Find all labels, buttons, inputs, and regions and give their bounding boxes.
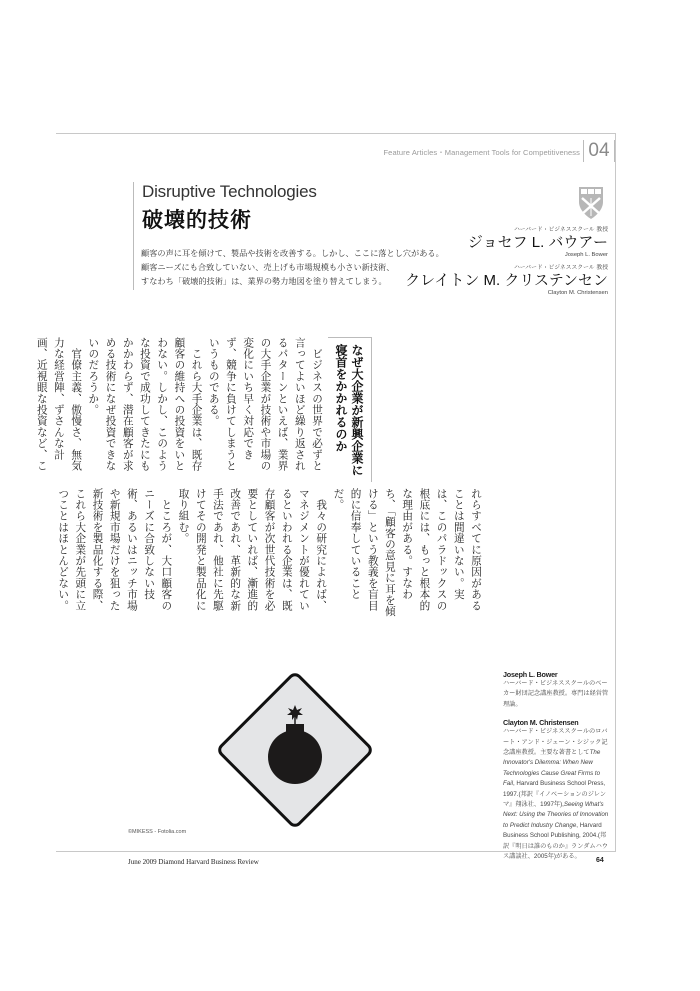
title-english: Disruptive Technologies [142, 182, 317, 201]
author-name-en: Joseph L. Bower [564, 252, 608, 258]
article-heading-box [328, 337, 372, 482]
article-body-lower [57, 488, 484, 618]
bio-name: Clayton M. Christensen [503, 718, 579, 728]
bio-name: Joseph L. Bower [503, 670, 558, 679]
lead-line: 顧客ニーズにも合致していない、売上げも市場規模も小さい新技術、 [141, 262, 395, 272]
section-number: 04 [583, 140, 615, 162]
bio-text: ハーバード・ビジネススクールのベーカー財団記念講座教授。専門は経営管理論。 [503, 680, 609, 708]
author-name-jp: クレイトン M. クリステンセン [405, 272, 608, 289]
body-paragraph: ところが、大口顧客のニーズに合致しない技術、あるいはニッチ市場や新規市場だけを狙った新技術を製品化する際、これら大企業が先頭に立つことはほとんどない。 [57, 488, 173, 612]
bomb-warning-sign-icon [210, 665, 380, 835]
body-paragraph: 我々の研究によれば、マネジメントが優れているといわれる企業は、既存顧客が次世代技術を必要としていれば、漸進的改善であれ、革新的な新手法であれ、他社に先駆けてその開発と製品化に取り組む。 [177, 488, 328, 612]
author-role: ハーバード・ビジネススクール 教授 [513, 227, 608, 233]
footer-publication: June 2009 Diamond Harvard Business Review [128, 858, 259, 866]
authors [405, 226, 608, 302]
body-paragraph: ビジネスの世界で必ずと言ってよいほど繰り返されるパターンといえば、業界の大手企業が技術や市場の変化にいち早く対応できず、競争に負けてしまうというものである。 [207, 337, 323, 472]
author-role: ハーバード・ビジネススクール 教授 [513, 265, 608, 271]
lead-line: すなわち「破壊的技術」は、業界の勢力地図を塗り替えてしまう。 [141, 276, 387, 286]
author-bios [503, 670, 611, 871]
body-paragraph: 官僚主義、傲慢さ、無気力な経営陣、ずさんな計画、近視眼な投資など、こ [35, 337, 83, 472]
author-name-en: Clayton M. Christensen [547, 290, 608, 296]
lead-paragraph [141, 246, 444, 288]
section-label: Feature Articles・Management Tools for Competitiveness [383, 148, 580, 157]
body-paragraph: これら大手企業は、既存顧客の維持への投資をいとわない。しかし、このような投資で成功してきたにもかかわらず、潜在顧客が求める技術になぜ投資できないのだろうか。 [87, 337, 203, 472]
book-title: Seeing What's Next: Using the Theories of Innovation to Predict Industry Change [503, 801, 609, 829]
bio-text [503, 727, 611, 862]
author-name-jp: ジョセフ L. バウアー [467, 234, 608, 251]
article-heading: なぜ大企業が新興企業に寝首をかかれるのか [334, 344, 364, 476]
image-credit: ©MIKESS - Fotolia.com [128, 829, 187, 835]
article-body-upper [35, 337, 325, 475]
body-paragraph: れらすべてに原因があることは間違いない。実は、このパラドックスの根底には、もっと根本的な理由がある。すなわち、「顧客の意見に耳を傾ける」という教義を盲目的に信奉していることだ。 [332, 488, 482, 618]
lead-line: 顧客の声に耳を傾けて、製品や技術を改善する。しかし、ここに落とし穴がある。 [141, 248, 444, 258]
harvard-shield-icon [578, 186, 604, 220]
page-number: 64 [596, 857, 604, 864]
title-japanese: 破壊的技術 [142, 208, 252, 232]
bio-text-part: , Harvard Business School Publishing, 2004.(邦訳『明日は誰のものか』ランダムハウス講談社、2005年)がある。 [503, 821, 608, 861]
bio-text-part: ハーバード・ビジネススクールのロバート・アンド・ジェーン・シジック記念講座教授。主要な著書として [503, 728, 608, 757]
bio-text-part: , Harvard Business School Press, 1997.(邦訳『イノベーションのジレンマ』翔泳社、1997年), [503, 780, 606, 809]
book-title: The Innovator's Dilemma: When New Technologies Cause Great Firms to Fail [503, 749, 601, 788]
